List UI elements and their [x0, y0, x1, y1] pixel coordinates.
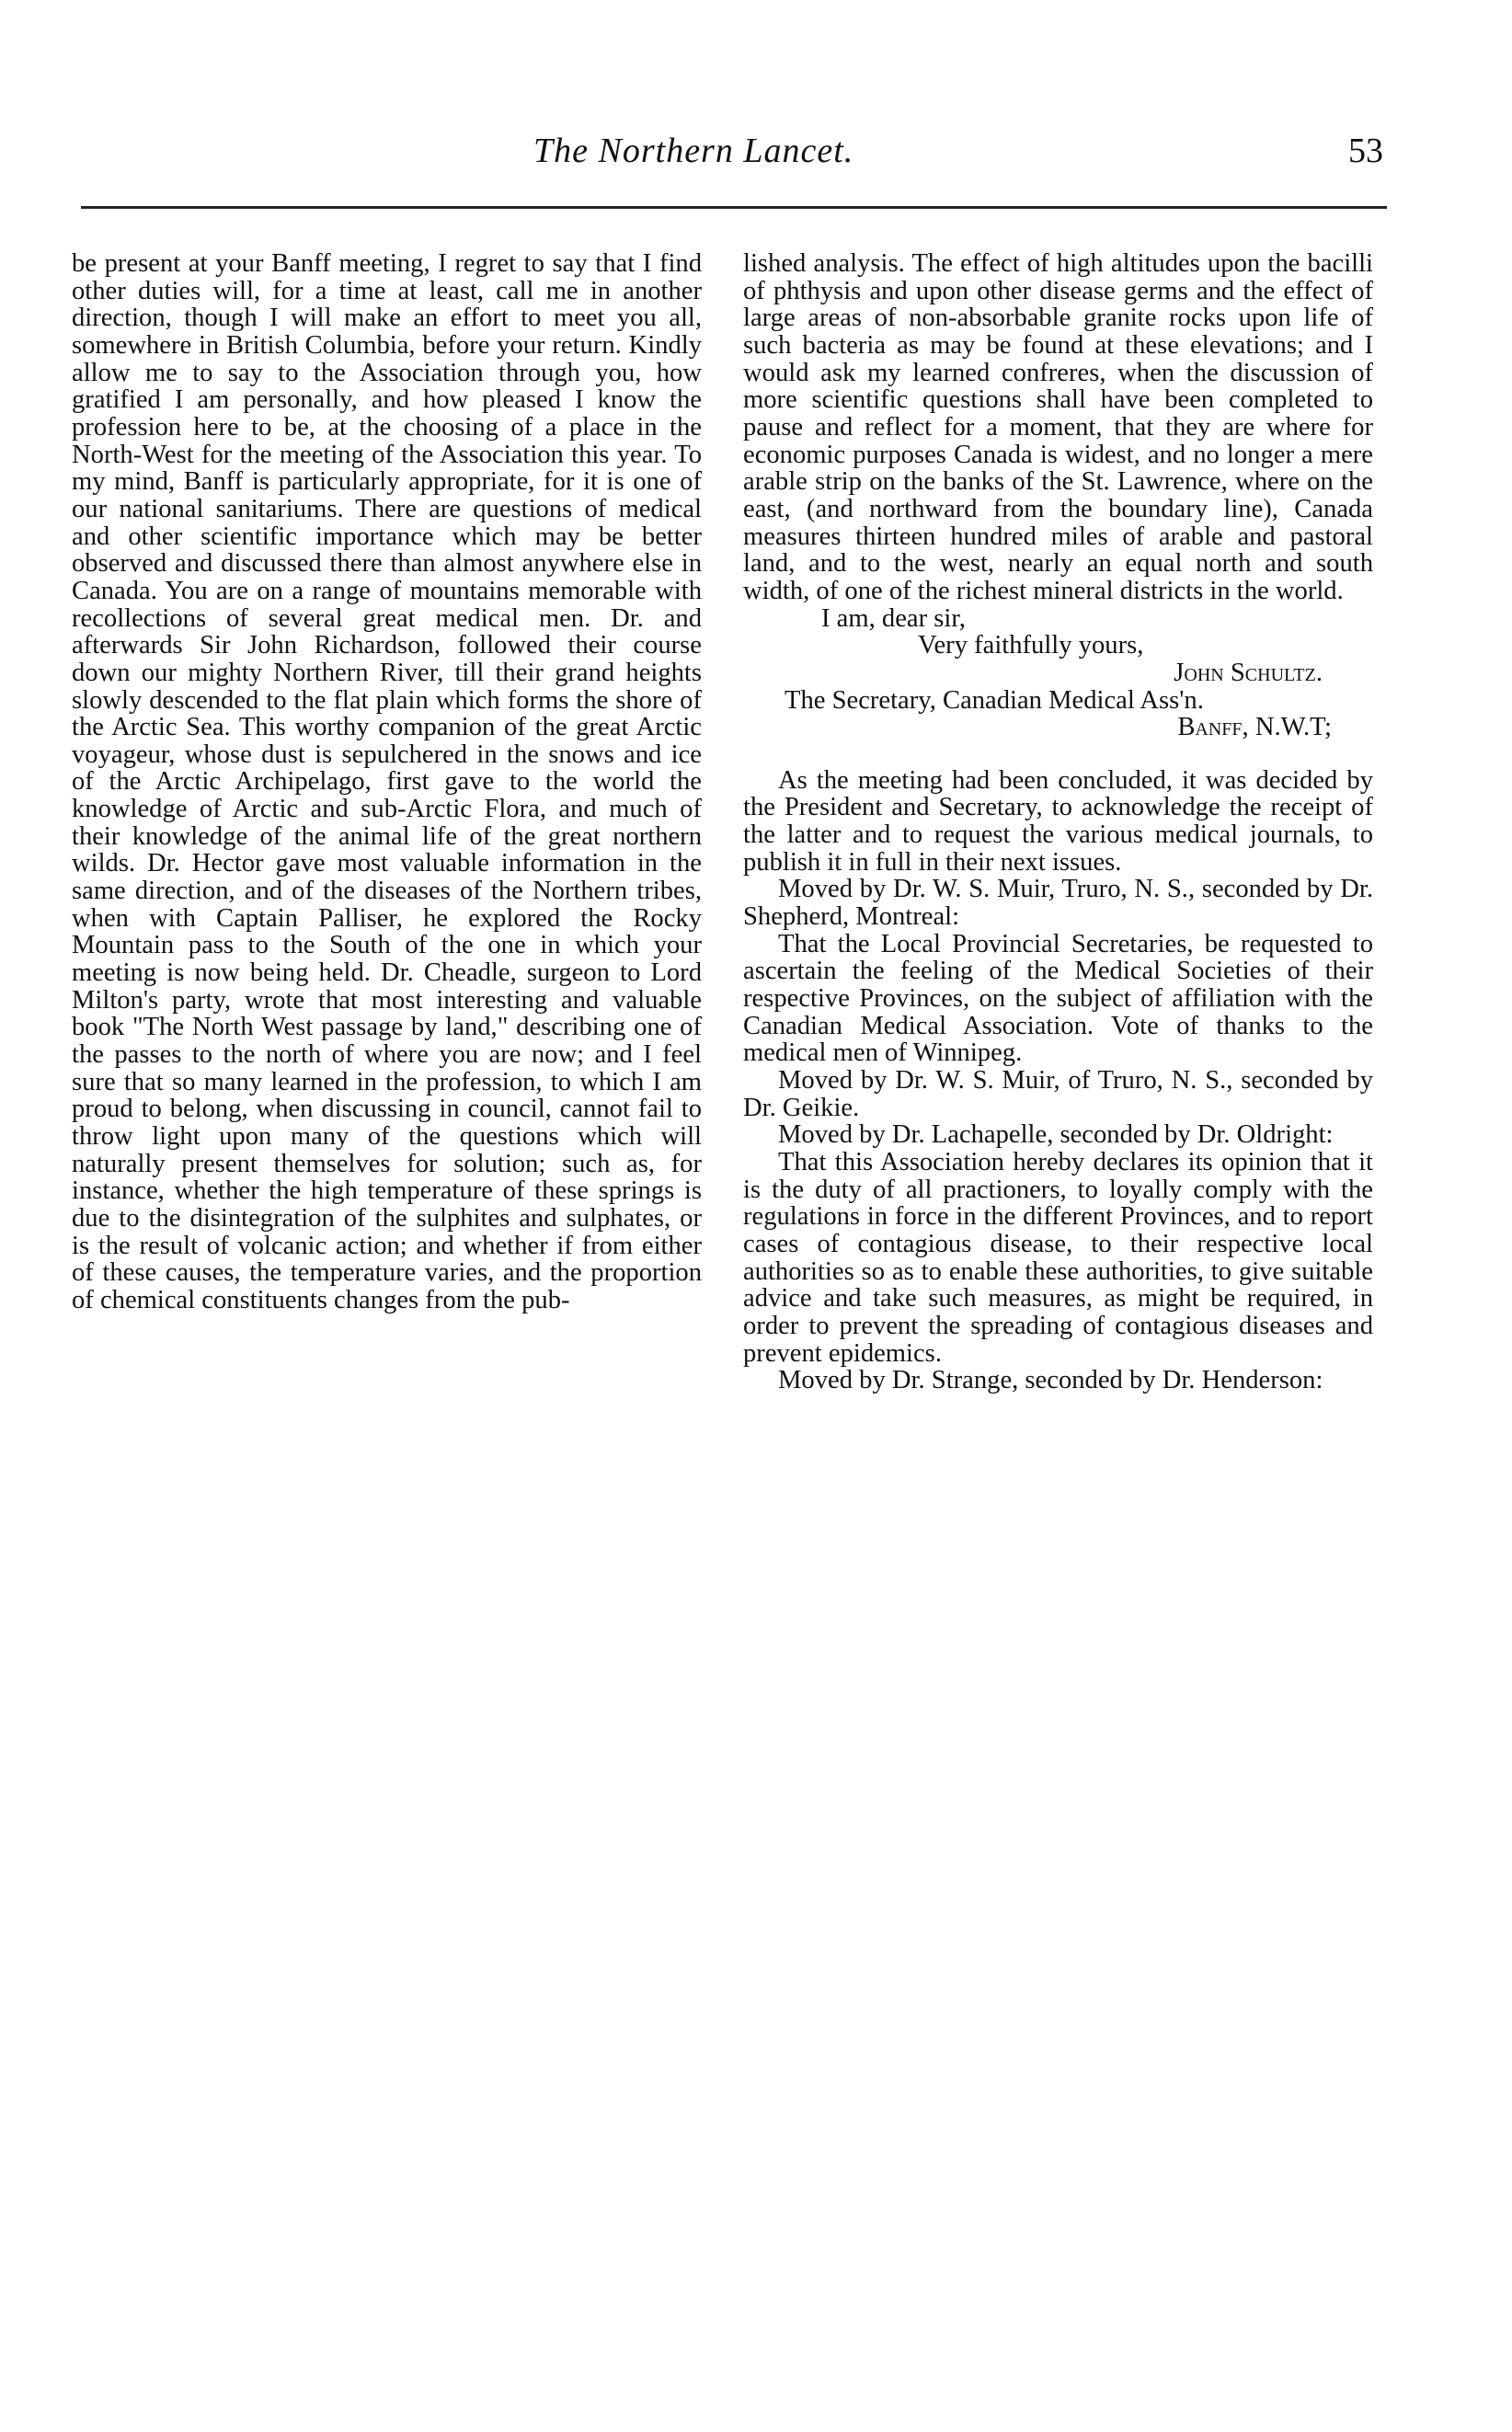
motion-paragraph: Moved by Dr. W. S. Muir, Truro, N. S., seconded by Dr. Shepherd, Montreal: — [743, 875, 1373, 932]
letter-valediction: Very faithfully yours, — [918, 631, 1144, 660]
right-column — [743, 250, 1373, 1394]
letter-closing: I am, dear sir, — [821, 603, 966, 633]
header-rule — [81, 206, 1387, 209]
letter-signature: John Schultz. — [1174, 658, 1323, 687]
paragraph: As the meeting had been concluded, it was decided by the President and Secretary, to acknowledge the receipt of the latter and to request the various medical journals, to publish it in full in their next issues. — [743, 765, 1373, 877]
letter-addressee: The Secretary, Canadian Medical Ass'n. — [785, 685, 1204, 715]
page-number: 53 — [1348, 132, 1383, 170]
left-column — [72, 250, 702, 1314]
motion-paragraph: Moved by Dr. W. S. Muir, of Truro, N. S., seconded by Dr. Geikie. — [743, 1066, 1373, 1122]
motion-paragraph: Moved by Dr. Lachapelle, seconded by Dr. Oldright: — [778, 1120, 1334, 1150]
running-title: The Northern Lancet. — [533, 132, 854, 170]
paragraph-spacer — [743, 741, 1373, 767]
motion-paragraph: Moved by Dr. Strange, seconded by Dr. Henderson: — [778, 1366, 1323, 1395]
paragraph: be present at your Banff meeting, I regret to say that I find other duties will, for a time at least, call me in another direction, though I will make an effort to meet you all, somewhere in British Columbia, before your return. Kindly allow me to say to the Association through you, how gratified I am personally, and how pleased I know the profession here to be, at the choosing of a place in the North-West for the meeting of the Association this year. To my mind, Banff is particularly appropriate, for it is one of our national sanitariums. There are questions of medical and other scientific importance which may be better observed and discussed there than almost anywhere else in Canada. You are on a range of mountains memorable with recollections of several great medical men. Dr. and afterwards Sir John Richardson, followed their course down our mighty Northern River, till their grand heights slowly descended to the flat plain which forms the shore of the Arctic Sea. This worthy companion of the great Arctic voyageur, whose dust is sepulchered in the snows and ice of the Arctic Archipelago, first gave to the world the knowledge of Arctic and sub-Arctic Flora, and much of their knowledge of the animal life of the great northern wilds. Dr. Hector gave most valuable information in the same direction, and of the diseases of the Northern tribes, when with Captain Palliser, he explored the Rocky Mountain pass to the South of the one in which your meeting is now being held. Dr. Cheadle, surgeon to Lord Milton's party, wrote that most interesting and valuable book "The North West passage by land," describing one of the passes to the north of where you are now; and I feel sure that so many learned in the profession, to which I am proud to belong, when discussing in council, cannot fail to throw light upon many of the questions which will naturally present themselves for solution; such as, for instance, whether the high temperature of these springs is due to the disintegration of the sulphites and sulphates, or is the result of volcanic action; and whether if from either of these causes, the temperature varies, and the proportion of chemical constituents changes from the pub- — [72, 249, 702, 1314]
resolution-paragraph: That this Association hereby declares its opinion that it is the duty of all practioners, to loyally comply with the regulations in force in the different Provinces, and to report cases of contagious disease, to their respective local authorities so as to enable these authorities, to give suitable advice and take such measures, as might be required, in order to prevent the spreading of contagious diseases and prevent epidemics. — [743, 1148, 1373, 1368]
letter-place: Banff, N.W.T; — [1177, 713, 1332, 742]
resolution-paragraph: That the Local Provincial Secretaries, be requested to ascertain the feeling of the Medical Societies of their respective Provinces, on the subject of affiliation with the Canadian Medical Association. Vote of thanks to the medical men of Winnipeg. — [743, 929, 1373, 1068]
paragraph: lished analysis. The effect of high altitudes upon the bacilli of phthysis and upon other disease germs and the effect of large areas of non-absorbable granite rocks upon life of such bacteria as may be found at these elevations; and I would ask my learned confreres, when the discussion of more scientific questions shall have been completed to pause and reflect for a moment, that they are where for economic purposes Canada is widest, and no longer a mere arable strip on the banks of the St. Lawrence, where on the east, (and northward from the boundary line), Canada measures thirteen hundred miles of arable and pastoral land, and to the west, nearly an equal north and south width, of one of the richest mineral districts in the world. — [743, 249, 1373, 605]
